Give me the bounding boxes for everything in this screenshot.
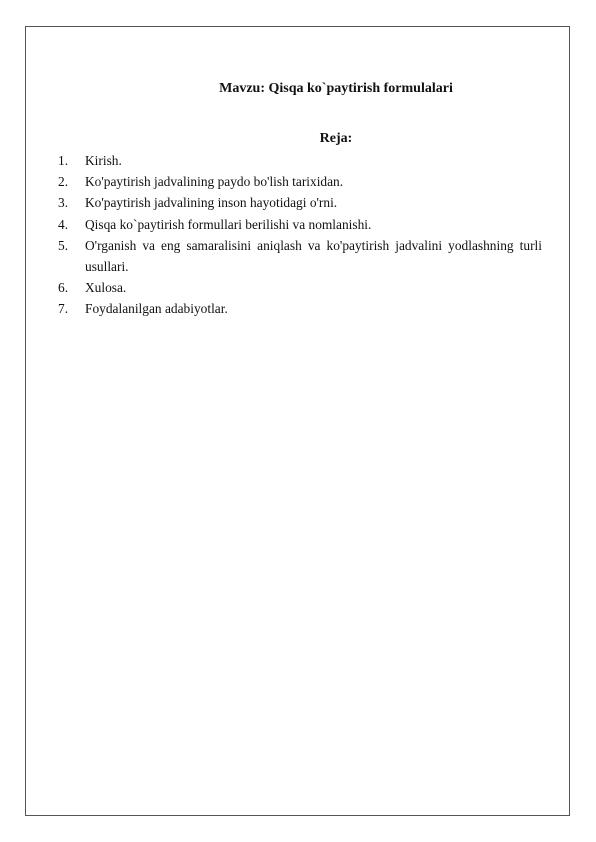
plan-item [58,277,542,298]
plan-item-number: 1. [58,153,69,168]
document-title: Mavzu: Qisqa ko`paytirish formulalari [219,81,453,96]
plan-item-text: Xulosa. [85,280,127,296]
plan-list [58,150,542,320]
plan-item-number: 4. [58,216,69,232]
plan-item-number: 5. [58,237,69,253]
plan-item [58,192,542,213]
plan-item-number: 2. [58,174,69,190]
plan-item-number: 6. [58,280,69,296]
plan-item-number: 7. [58,301,69,317]
plan-item-text: Kirish. [85,153,122,168]
plan-item [58,214,542,235]
plan-item-text: O'rganish va eng samaralisini aniqlash va ko'paytirish jadvalini yodlashning turli usullari. [85,237,542,275]
plan-item-text: Qisqa ko`paytirish formullari berilishi va nomlanishi. [85,216,372,232]
plan-item [58,235,542,277]
plan-item [58,171,542,192]
plan-item-number: 3. [58,195,69,211]
plan-item-text: Ko'paytirish jadvalining inson hayotidagi o'rni. [85,195,338,211]
plan-heading: Reja: [319,131,353,146]
plan-item-text: Foydalanilgan adabiyotlar. [85,301,228,317]
plan-item [58,150,542,171]
plan-item [58,298,542,319]
plan-item-text: Ko'paytirish jadvalining paydo bo'lish tarixidan. [85,174,344,190]
